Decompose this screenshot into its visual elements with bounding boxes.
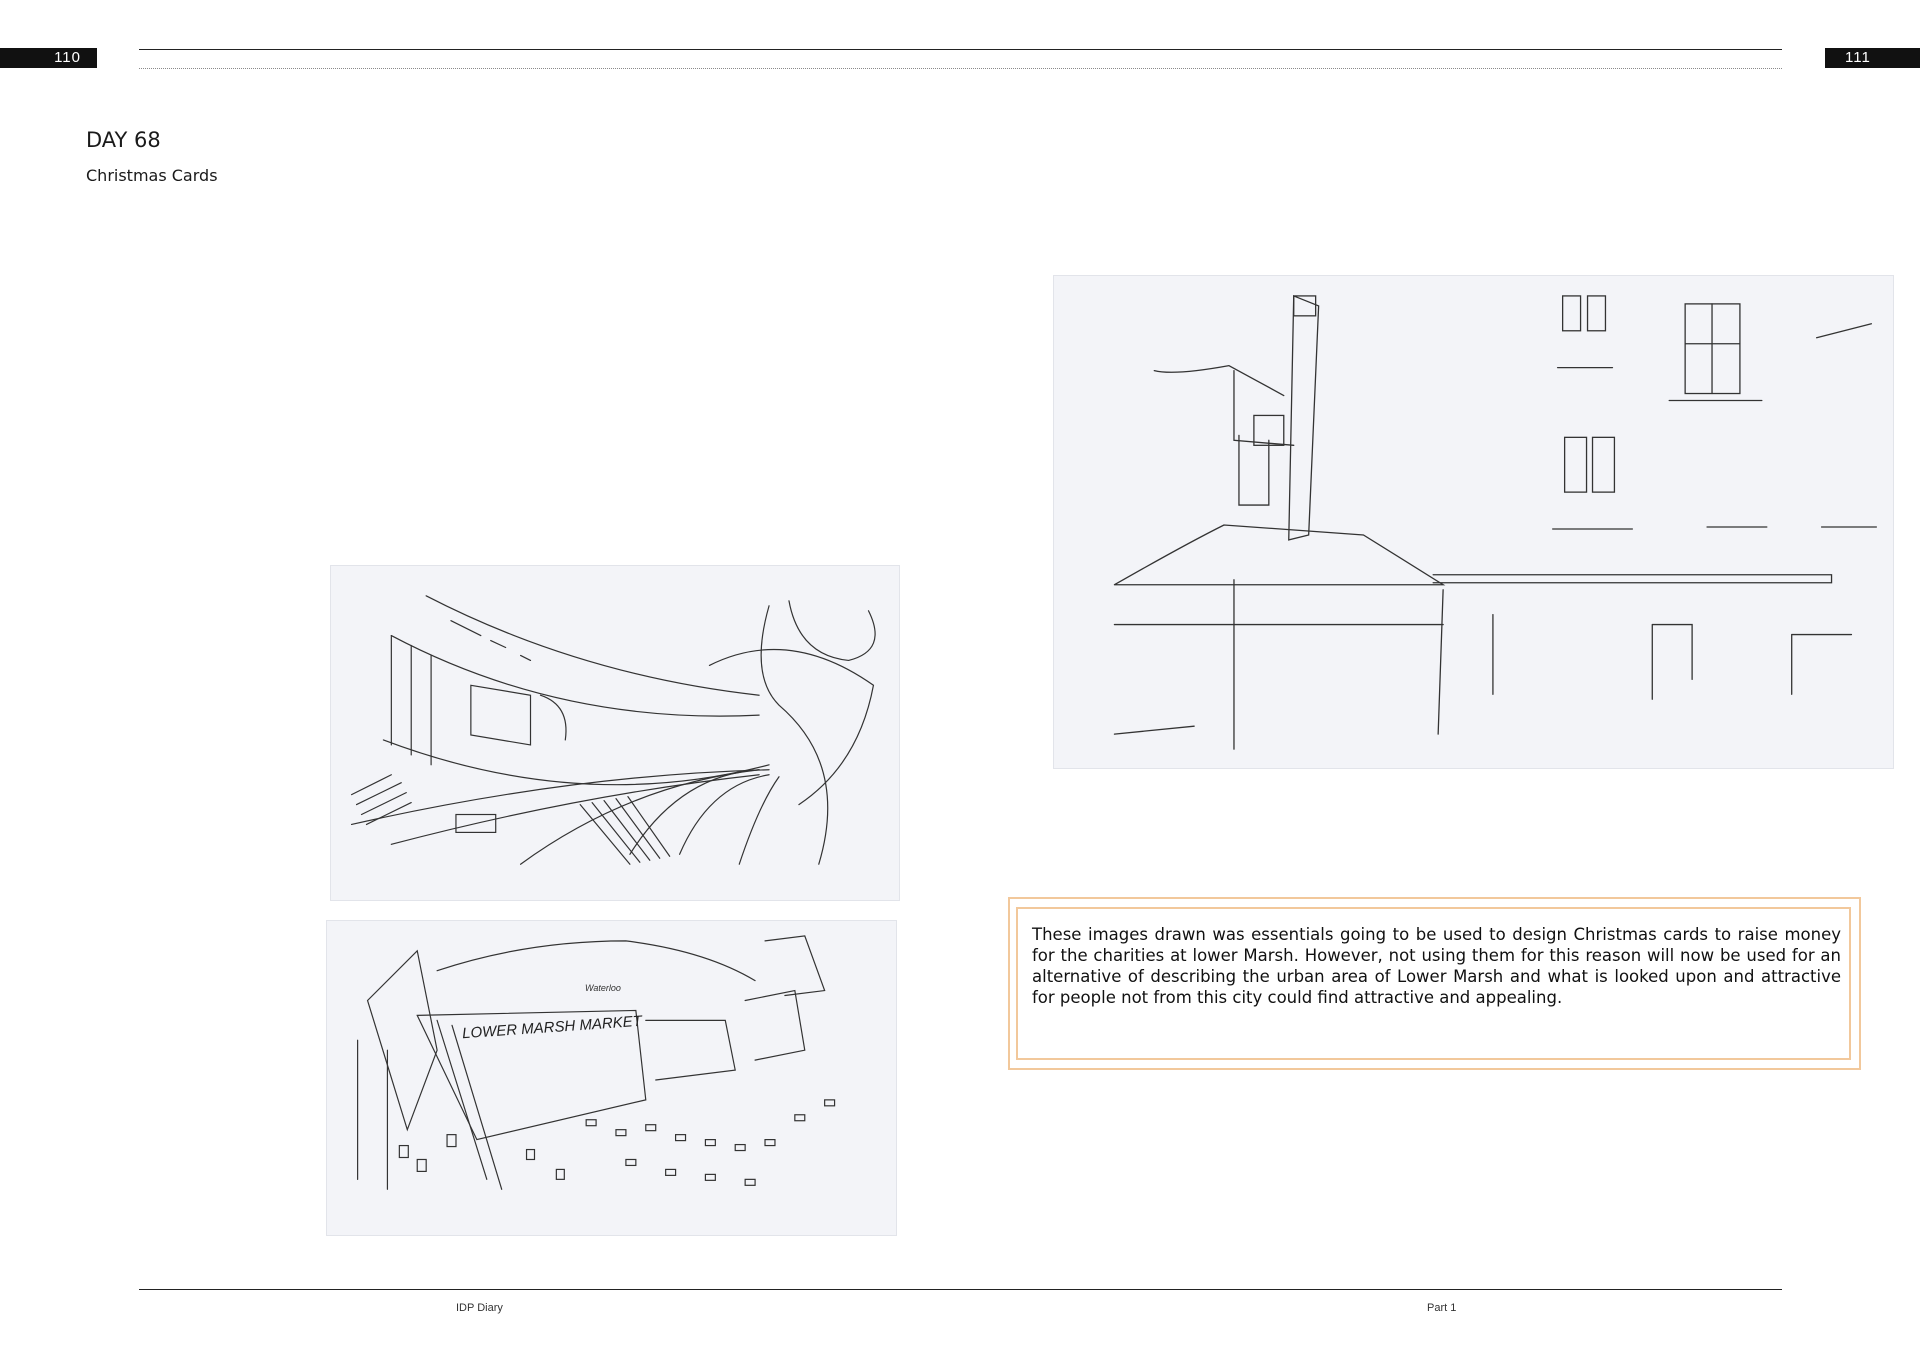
page-number-left <box>0 48 97 68</box>
header-dotted-rule <box>139 68 1782 69</box>
page-number-right <box>1825 48 1920 68</box>
day-subtitle: Christmas Cards <box>86 166 218 185</box>
footer-right-text: Part 1 <box>1427 1302 1457 1314</box>
sketch-buildings-image <box>1053 275 1894 769</box>
waterloo-sign-text: Waterloo <box>585 983 621 993</box>
footer-left-text: IDP Diary <box>456 1302 503 1314</box>
day-title: DAY 68 <box>86 128 161 152</box>
description-box <box>1008 897 1861 1070</box>
description-text: These images drawn was essentials going to be used to design Christmas cards to raise money for the charities at lower Marsh. However, not using them for this reason will now be used for an alternative of describing the urban area of Lower Marsh and what is looked upon and attractive for people not from this city could find attractive and appealing. <box>1032 925 1841 1007</box>
footer-rule <box>139 1289 1782 1290</box>
market-sign-text: LOWER MARSH MARKET <box>461 1012 643 1043</box>
page-number-left-text: 110 <box>54 49 81 66</box>
sketch-tunnel-image <box>330 565 900 901</box>
sketch-market-image <box>326 920 897 1236</box>
header-rule <box>139 49 1782 50</box>
page-number-right-text: 111 <box>1845 49 1871 66</box>
